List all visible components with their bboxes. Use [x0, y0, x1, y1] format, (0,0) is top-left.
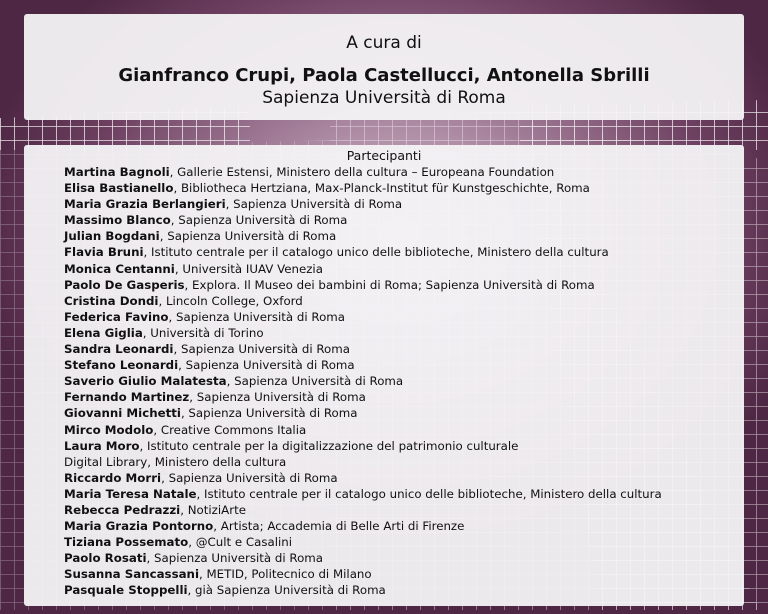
- participant-affiliation: , Lincoln College, Oxford: [158, 293, 303, 308]
- participant-item: [64, 454, 736, 470]
- participant-affiliation: , già Sapienza Università di Roma: [187, 583, 386, 598]
- participant-name: Stefano Leonardi: [64, 358, 179, 373]
- participant-name: Elena Giglia: [64, 325, 143, 340]
- participant-name: Martina Bagnoli: [64, 165, 170, 179]
- participant-item: [64, 180, 736, 196]
- participant-affiliation: , Sapienza Università di Roma: [189, 390, 366, 405]
- participant-affiliation: , Università IUAV Venezia: [174, 261, 323, 276]
- participant-affiliation: , Università di Torino: [142, 325, 264, 340]
- participant-item: [64, 405, 736, 421]
- participant-name: Maria Grazia Berlangieri: [64, 197, 226, 212]
- participant-affiliation: , Sapienza Università di Roma: [178, 358, 355, 373]
- participant-item: [64, 196, 736, 212]
- participant-item: [64, 293, 736, 309]
- participant-affiliation: , Creative Commons Italia: [153, 422, 307, 437]
- participant-name: Giovanni Michetti: [64, 406, 181, 421]
- editors-intro: A cura di: [346, 33, 422, 53]
- participant-name: Mirco Modolo: [64, 422, 154, 437]
- participant-name: Maria Grazia Pontorno: [64, 519, 214, 534]
- participant-affiliation: , Sapienza Università di Roma: [226, 374, 404, 389]
- participant-item: [64, 502, 736, 518]
- participant-affiliation: , Istituto centrale per la digitalizzazione del patrimonio culturale: [139, 438, 519, 453]
- participant-item: [64, 244, 736, 260]
- participant-item: [64, 486, 736, 502]
- participant-item: [64, 261, 736, 277]
- participant-affiliation: , Gallerie Estensi, Ministero della cultura – Europeana Foundation: [169, 165, 555, 179]
- participant-affiliation: , Sapienza Università di Roma: [170, 213, 348, 228]
- participant-name: Laura Moro: [64, 438, 140, 453]
- participant-affiliation: , METID, Politecnico di Milano: [199, 567, 372, 582]
- participant-name: Paolo De Gasperis: [64, 277, 185, 292]
- participant-name: Paolo Rosati: [64, 551, 147, 566]
- participant-affiliation: , Explora. Il Museo dei bambini di Roma; Sapienza Università di Roma: [184, 277, 595, 292]
- participant-affiliation: , Istituto centrale per il catalogo unico delle biblioteche, Ministero della cultura: [143, 245, 609, 260]
- editors-affiliation: Sapienza Università di Roma: [262, 88, 506, 108]
- participant-item: [64, 228, 736, 244]
- participant-affiliation: , Artista; Accademia di Belle Arti di Firenze: [213, 519, 465, 534]
- participant-name: Tiziana Possemato: [64, 535, 189, 550]
- participant-name: Julian Bogdani: [64, 229, 160, 244]
- participant-item: [64, 309, 736, 325]
- participant-item: [64, 164, 736, 180]
- participant-affiliation: , NotiziArte: [180, 502, 246, 517]
- participant-item: [64, 438, 736, 454]
- participant-affiliation: Digital Library, Ministero della cultura: [64, 454, 287, 469]
- participant-item: [64, 534, 736, 550]
- participant-name: Rebecca Pedrazzi: [64, 502, 181, 517]
- participant-name: Sandra Leonardi: [64, 342, 174, 357]
- editors-names: Gianfranco Crupi, Paola Castellucci, Antonella Sbrilli: [118, 65, 650, 86]
- participant-name: Fernando Martinez: [64, 390, 190, 405]
- participant-affiliation: , Sapienza Università di Roma: [159, 229, 337, 244]
- editors-card: [24, 14, 744, 120]
- participant-name: Riccardo Morri: [64, 470, 162, 485]
- participant-item: [64, 277, 736, 293]
- participant-item: [64, 582, 736, 598]
- participant-item: [64, 325, 736, 341]
- participant-name: Pasquale Stoppelli: [64, 583, 188, 598]
- participant-name: Massimo Blanco: [64, 213, 171, 228]
- participant-affiliation: , Sapienza Università di Roma: [180, 406, 358, 421]
- participant-item: [64, 357, 736, 373]
- participant-item: [64, 373, 736, 389]
- participants-card: [24, 145, 744, 606]
- participant-affiliation: , Bibliotheca Hertziana, Max-Planck-Institut für Kunstgeschichte, Roma: [173, 181, 590, 196]
- participant-item: [64, 389, 736, 405]
- participant-item: [64, 422, 736, 438]
- participant-name: Saverio Giulio Malatesta: [64, 374, 227, 389]
- participant-name: Monica Centanni: [64, 261, 175, 276]
- participant-name: Cristina Dondi: [64, 293, 159, 308]
- participant-item: [64, 518, 736, 534]
- participants-list: [64, 164, 736, 599]
- participant-affiliation: , Sapienza Università di Roma: [173, 342, 350, 357]
- participant-affiliation: , Sapienza Università di Roma: [146, 551, 324, 566]
- participant-item: [64, 341, 736, 357]
- participant-affiliation: , Istituto centrale per il catalogo unico delle biblioteche, Ministero della cultura: [196, 486, 662, 501]
- participant-item: [64, 470, 736, 486]
- participant-affiliation: , Sapienza Università di Roma: [225, 197, 403, 212]
- participant-item: [64, 566, 736, 582]
- participants-title: Partecipanti: [346, 148, 422, 163]
- participant-name: Maria Teresa Natale: [64, 486, 197, 501]
- participant-item: [64, 550, 736, 566]
- participant-name: Flavia Bruni: [64, 245, 144, 260]
- participant-affiliation: , Sapienza Università di Roma: [161, 470, 338, 485]
- participant-name: Federica Favino: [64, 309, 169, 324]
- participant-name: Susanna Sancassani: [64, 567, 199, 582]
- participant-item: [64, 212, 736, 228]
- participant-name: Elisa Bastianello: [64, 181, 174, 196]
- participant-affiliation: , @Cult e Casalini: [188, 535, 293, 550]
- participant-affiliation: , Sapienza Università di Roma: [168, 309, 346, 324]
